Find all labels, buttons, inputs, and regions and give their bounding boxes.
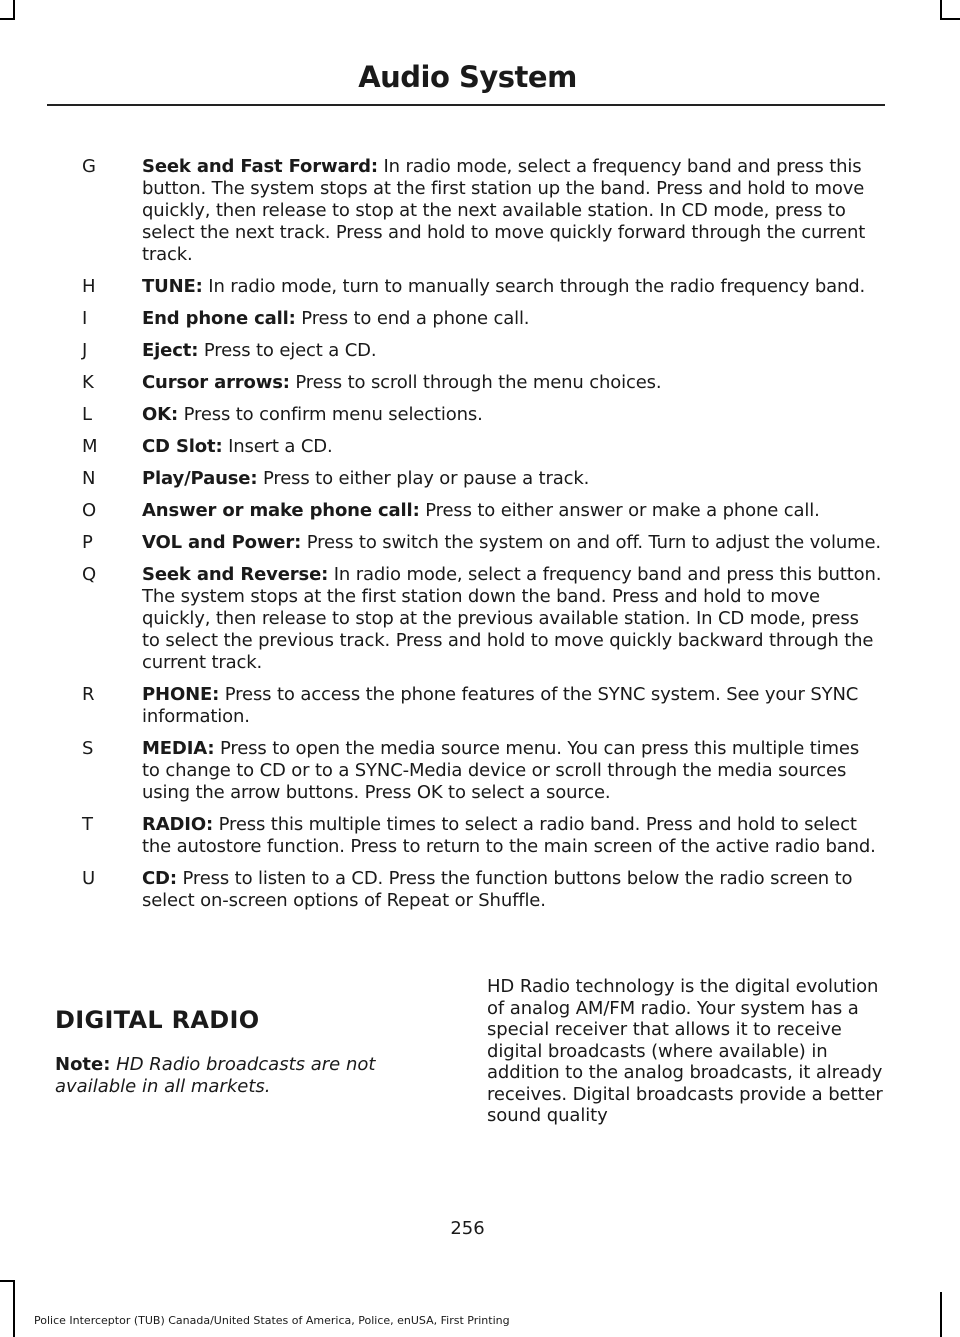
item-description: Press to eject a CD. [198, 340, 377, 361]
item-key: J [82, 340, 88, 361]
item-key: N [82, 468, 96, 489]
item-term: CD: [142, 868, 177, 889]
item-description: In radio mode, select a frequency band and press this button. The system stops at the first station up the band. Press and hold to move quickly, then release to stop at the next available station. In CD mode, press to select the next track. Press and hold to move quickly forward through the current track. [142, 156, 866, 265]
item-term: End phone call: [142, 308, 296, 329]
item-term: Answer or make phone call: [142, 500, 420, 521]
item-key: P [82, 532, 93, 553]
page-number: 256 [450, 1218, 485, 1239]
list-item [82, 564, 882, 674]
item-key: K [82, 372, 94, 393]
header-divider [47, 104, 885, 106]
item-key: Q [82, 564, 97, 585]
item-description: Press to switch the system on and off. Turn to adjust the volume. [301, 532, 882, 553]
item-description: Press to access the phone features of the SYNC system. See your SYNC information. [142, 684, 859, 727]
list-item [82, 340, 882, 362]
footer-text: Police Interceptor (TUB) Canada/United States of America, Police, enUSA, First Printing [34, 1314, 510, 1327]
item-key: L [82, 404, 93, 425]
crop-mark [13, 1280, 15, 1337]
item-term: VOL and Power: [142, 532, 302, 553]
item-description: Press to end a phone call. [295, 308, 530, 329]
item-term: Seek and Fast Forward: [142, 156, 378, 177]
item-description: Press to either play or pause a track. [257, 468, 590, 489]
control-list [82, 156, 882, 922]
item-term: Seek and Reverse: [142, 564, 329, 585]
item-term: CD Slot: [142, 436, 223, 457]
section-heading: DIGITAL RADIO [55, 1006, 260, 1034]
crop-mark [0, 1280, 15, 1282]
note [55, 1054, 435, 1098]
item-term: MEDIA: [142, 738, 215, 759]
list-item [82, 372, 882, 394]
item-key: H [82, 276, 96, 297]
crop-mark [0, 18, 15, 20]
item-key: T [82, 814, 93, 835]
item-description: Press to open the media source menu. You can press this multiple times to change to CD or to a SYNC-Media device or scroll through the media sources using the arrow buttons. Press OK to select a source. [142, 738, 860, 803]
item-term: Cursor arrows: [142, 372, 290, 393]
item-key: O [82, 500, 97, 521]
crop-mark [940, 1292, 942, 1337]
item-description: Press to confirm menu selections. [178, 404, 483, 425]
crop-mark [13, 0, 15, 20]
list-item [82, 684, 882, 728]
note-label: Note: [55, 1054, 111, 1075]
list-item [82, 532, 882, 554]
item-key: G [82, 156, 96, 177]
list-item [82, 738, 882, 804]
item-key: S [82, 738, 94, 759]
item-description: Press this multiple times to select a radio band. Press and hold to select the autostore function. Press to return to the main screen of the active radio band. [142, 814, 876, 857]
list-item [82, 500, 882, 522]
crop-mark [940, 0, 942, 20]
item-description: Press to scroll through the menu choices. [289, 372, 662, 393]
item-description: Insert a CD. [222, 436, 333, 457]
page-title: Audio System [358, 60, 577, 94]
item-key: I [82, 308, 88, 329]
item-term: Eject: [142, 340, 199, 361]
item-key: U [82, 868, 96, 889]
crop-mark [940, 18, 960, 20]
item-term: RADIO: [142, 814, 214, 835]
list-item [82, 868, 882, 912]
item-description: Press to either answer or make a phone call. [419, 500, 820, 521]
list-item [82, 468, 882, 490]
body-paragraph: HD Radio technology is the digital evolution of analog AM/FM radio. Your system has a special receiver that allows it to receive digital broadcasts (where available) in addition to the analog broadcasts, it already receives. Digital broadcasts provide a better sound quality [487, 976, 883, 1126]
item-term: TUNE: [142, 276, 203, 297]
item-key: M [82, 436, 98, 457]
item-term: OK: [142, 404, 178, 425]
item-description: In radio mode, select a frequency band and press this button. The system stops at the first station down the band. Press and hold to move quickly, then release to stop at the previous available station. In CD mode, press to select the previous track. Press and hold to move quickly backward through the current track. [142, 564, 882, 673]
item-key: R [82, 684, 95, 705]
item-term: PHONE: [142, 684, 220, 705]
note-text: HD Radio broadcasts are not available in all markets. [55, 1054, 376, 1097]
list-item [82, 276, 882, 298]
item-description: In radio mode, turn to manually search through the radio frequency band. [202, 276, 866, 297]
item-description: Press to listen to a CD. Press the function buttons below the radio screen to select on-screen options of Repeat or Shuffle. [142, 868, 853, 911]
list-item [82, 814, 882, 858]
item-term: Play/Pause: [142, 468, 258, 489]
list-item [82, 404, 882, 426]
list-item [82, 156, 882, 266]
list-item [82, 308, 882, 330]
list-item [82, 436, 882, 458]
